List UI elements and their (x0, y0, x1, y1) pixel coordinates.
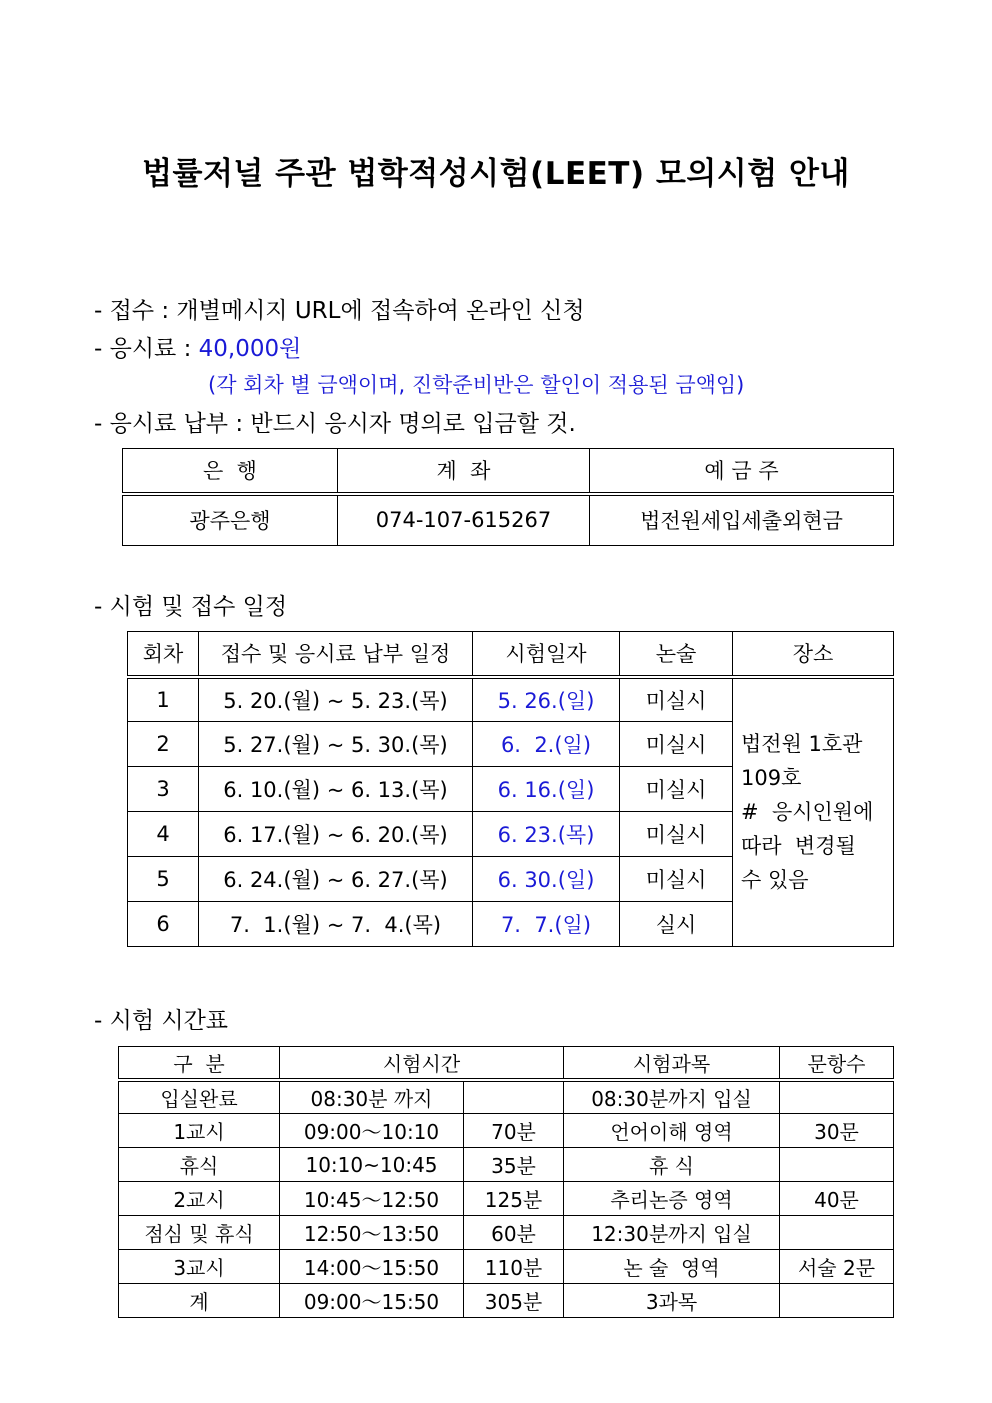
period: 6. 17.(월) ~ 6. 20.(목) (199, 812, 473, 857)
bank-header: 은 행 (123, 449, 338, 494)
subject: 휴 식 (564, 1148, 780, 1182)
period: 6. 10.(월) ~ 6. 13.(목) (199, 767, 473, 812)
duration: 125분 (464, 1182, 564, 1216)
essay-status: 미실시 (620, 812, 733, 857)
period: 7. 1.(월) ~ 7. 4.(목) (199, 902, 473, 947)
subject: 08:30분까지 입실 (564, 1080, 780, 1114)
question-count: 40문 (780, 1182, 894, 1216)
category: 휴식 (119, 1148, 280, 1182)
time-range: 08:30분 까지 (280, 1080, 464, 1114)
table-row (119, 1216, 894, 1250)
timetable (118, 1046, 894, 1318)
essay-status: 미실시 (620, 677, 733, 722)
category: 1교시 (119, 1114, 280, 1148)
category: 계 (119, 1284, 280, 1318)
essay-status: 미실시 (620, 857, 733, 902)
table-row (119, 1284, 894, 1318)
round-header: 회차 (128, 632, 199, 677)
count-header: 문항수 (780, 1047, 894, 1080)
round-no: 3 (128, 767, 199, 812)
category-header: 구 분 (119, 1047, 280, 1080)
table-row (128, 677, 894, 722)
round-no: 4 (128, 812, 199, 857)
category: 입실완료 (119, 1080, 280, 1114)
period: 5. 27.(월) ~ 5. 30.(목) (199, 722, 473, 767)
essay-status: 미실시 (620, 767, 733, 812)
essay-status: 실시 (620, 902, 733, 947)
account-number: 074-107-615267 (338, 494, 590, 546)
period: 5. 20.(월) ~ 5. 23.(목) (199, 677, 473, 722)
duration: 305분 (464, 1284, 564, 1318)
exam-place (733, 677, 894, 947)
date-header: 시험일자 (473, 632, 620, 677)
subject: 3과목 (564, 1284, 780, 1318)
place-line: 따라 변경될 (741, 834, 856, 859)
time-range: 09:00～15:50 (280, 1284, 464, 1318)
round-no: 6 (128, 902, 199, 947)
question-count (780, 1148, 894, 1182)
category: 3교시 (119, 1250, 280, 1284)
account-holder: 법전원세입세출외현금 (590, 494, 894, 546)
time-range: 10:10~10:45 (280, 1148, 464, 1182)
table-row (119, 1182, 894, 1216)
exam-date: 6. 23.(목) (473, 812, 620, 857)
round-no: 2 (128, 722, 199, 767)
fee-value: 40,000원 (198, 336, 302, 362)
category: 점심 및 휴식 (119, 1216, 280, 1250)
time-range: 14:00～15:50 (280, 1250, 464, 1284)
time-header: 시험시간 (280, 1047, 564, 1080)
duration: 70분 (464, 1114, 564, 1148)
table-row (119, 1114, 894, 1148)
exam-date: 7. 7.(일) (473, 902, 620, 947)
holder-header: 예 금 주 (590, 449, 894, 494)
question-count (780, 1216, 894, 1250)
duration: 60분 (464, 1216, 564, 1250)
round-no: 5 (128, 857, 199, 902)
time-range: 09:00～10:10 (280, 1114, 464, 1148)
duration: 35분 (464, 1148, 564, 1182)
period-header: 접수 및 응시료 납부 일정 (199, 632, 473, 677)
place-line: 109호 (741, 766, 802, 791)
subject-header: 시험과목 (564, 1047, 780, 1080)
table-row (119, 1250, 894, 1284)
time-range: 10:45～12:50 (280, 1182, 464, 1216)
table-row (119, 1080, 894, 1114)
schedule-table (127, 631, 894, 947)
exam-date: 5. 26.(일) (473, 677, 620, 722)
question-count: 서술 2문 (780, 1250, 894, 1284)
question-count (780, 1284, 894, 1318)
schedule-heading: - 시험 및 접수 일정 (94, 594, 288, 620)
place-header: 장소 (733, 632, 894, 677)
duration: 110분 (464, 1250, 564, 1284)
table-row (119, 1148, 894, 1182)
exam-date: 6. 2.(일) (473, 722, 620, 767)
exam-date: 6. 16.(일) (473, 767, 620, 812)
payment-info: - 응시료 납부 : 반드시 응시자 명의로 입금할 것. (94, 411, 576, 437)
essay-status: 미실시 (620, 722, 733, 767)
account-header: 계 좌 (338, 449, 590, 494)
duration (464, 1080, 564, 1114)
subject: 12:30분까지 입실 (564, 1216, 780, 1250)
time-range: 12:50～13:50 (280, 1216, 464, 1250)
place-line: 법전원 1호관 (741, 732, 863, 757)
page-title: 법률저널 주관 법학적성시험(LEET) 모의시험 안내 (142, 156, 850, 192)
exam-date: 6. 30.(일) (473, 857, 620, 902)
timetable-heading: - 시험 시간표 (94, 1008, 229, 1034)
period: 6. 24.(월) ~ 6. 27.(목) (199, 857, 473, 902)
bank-table (122, 448, 894, 546)
round-no: 1 (128, 677, 199, 722)
bank-name: 광주은행 (123, 494, 338, 546)
place-line: 수 있음 (741, 868, 809, 893)
subject: 논 술 영역 (564, 1250, 780, 1284)
category: 2교시 (119, 1182, 280, 1216)
question-count (780, 1080, 894, 1114)
subject: 추리논증 영역 (564, 1182, 780, 1216)
place-line: # 응시인원에 (741, 800, 874, 825)
question-count: 30문 (780, 1114, 894, 1148)
fee-note: (각 회차 별 금액이며, 진학준비반은 할인이 적용된 금액임) (208, 373, 745, 397)
subject: 언어이해 영역 (564, 1114, 780, 1148)
essay-header: 논술 (620, 632, 733, 677)
fee-label: - 응시료 : (94, 336, 199, 362)
reception-info: - 접수 : 개별메시지 URL에 접속하여 온라인 신청 (94, 298, 585, 324)
fee-info (94, 330, 301, 363)
